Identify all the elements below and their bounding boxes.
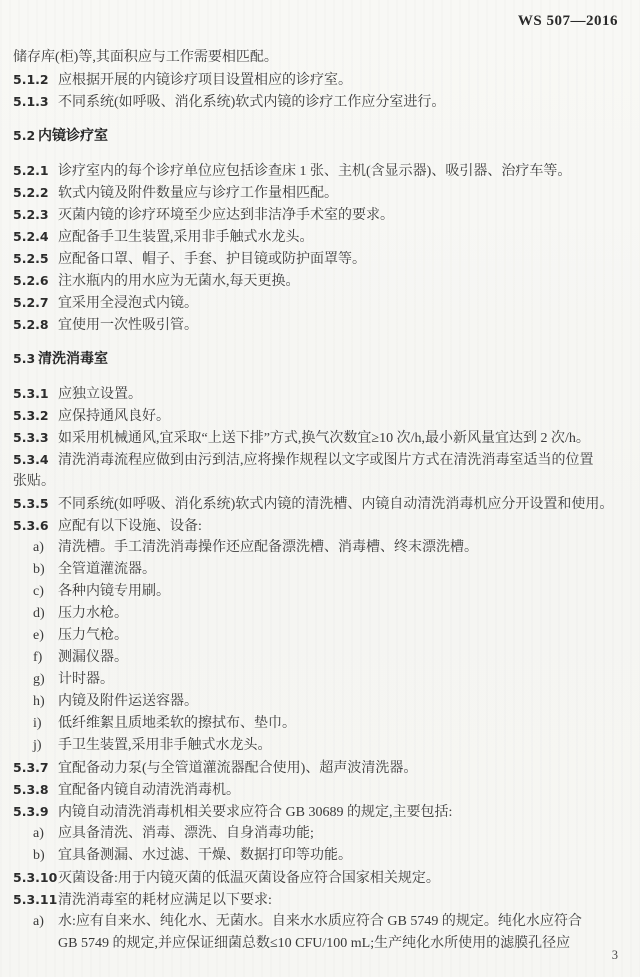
list-item-line [13, 713, 632, 735]
clause-number: 5.1.2 [13, 72, 49, 87]
line-text: 应配备口罩、帽子、手套、护目镜或防护面罩等。 [58, 252, 366, 267]
clause-line [13, 427, 632, 449]
clause-line [13, 405, 632, 427]
line-text: 内镜及附件运送容器。 [58, 694, 198, 709]
line-text: 宜配备内镜自动清洗消毒机。 [58, 783, 240, 798]
line-text: 手卫生装置,采用非手触式水龙头。 [58, 738, 272, 753]
line-text: 注水瓶内的用水应为无菌水,每天更换。 [58, 274, 300, 289]
clause-number: 5.3.7 [13, 760, 49, 775]
list-item-line [13, 625, 632, 647]
clause-number: 5.3.1 [13, 386, 49, 401]
item-letter: h) [33, 694, 45, 709]
clause-line [13, 867, 632, 889]
clause-number: 5.3 [13, 351, 36, 366]
clause-line [13, 226, 632, 248]
section-heading [13, 348, 632, 370]
clause-line [13, 270, 632, 292]
clause-number: 5.3.10 [13, 870, 58, 885]
continuation-line [13, 47, 632, 69]
clause-line [13, 314, 632, 336]
item-letter: i) [33, 716, 42, 731]
list-item-line [13, 845, 632, 867]
item-letter: b) [33, 562, 45, 577]
list-item-line [13, 735, 632, 757]
clause-number: 5.2 [13, 128, 36, 143]
line-text: 应保持通风良好。 [58, 409, 170, 424]
line-text: 应具备清洗、消毒、漂洗、自身消毒功能; [58, 826, 314, 841]
line-text: 全管道灌流器。 [58, 562, 156, 577]
line-text: 应配备手卫生装置,采用非手触式水龙头。 [58, 230, 314, 245]
line-text: 应配有以下设施、设备: [58, 519, 202, 534]
line-text: 如采用机械通风,宜采取“上送下排”方式,换气次数宜≥10 次/h,最小新风量宜达到 2 次/h。 [58, 431, 590, 446]
item-letter: b) [33, 848, 45, 863]
line-text: 清洗消毒室 [38, 351, 108, 367]
item-letter: c) [33, 584, 44, 599]
line-text: 内镜诊疗室 [38, 128, 108, 144]
clause-number: 5.3.5 [13, 496, 49, 511]
clause-line [13, 493, 632, 515]
line-text: 灭菌内镜的诊疗环境至少应达到非洁净手术室的要求。 [58, 208, 394, 223]
continuation-line [13, 471, 632, 493]
item-letter: g) [33, 672, 45, 687]
line-text: 测漏仪器。 [58, 650, 128, 665]
clause-line [13, 889, 632, 911]
clause-line [13, 515, 632, 537]
clause-number: 5.2.4 [13, 229, 49, 244]
item-letter: e) [33, 628, 44, 643]
clause-number: 5.2.5 [13, 251, 49, 266]
line-text: 宜具备测漏、水过滤、干燥、数据打印等功能。 [58, 848, 352, 863]
line-text: 水:应有自来水、纯化水、无菌水。自来水水质应符合 GB 5749 的规定。纯化水应符合 [58, 914, 582, 929]
clause-number: 5.3.6 [13, 518, 49, 533]
line-text: 诊疗室内的每个诊疗单位应包括诊查床 1 张、主机(含显示器)、吸引器、治疗车等。 [58, 164, 572, 179]
clause-number: 5.2.8 [13, 317, 49, 332]
list-item-line [13, 669, 632, 691]
clause-line [13, 757, 632, 779]
line-text: 压力水枪。 [58, 606, 128, 621]
item-letter: a) [33, 826, 44, 841]
clause-number: 5.2.3 [13, 207, 49, 222]
line-text: 各种内镜专用刷。 [58, 584, 170, 599]
clause-number: 5.1.3 [13, 94, 49, 109]
line-text: 软式内镜及附件数量应与诊疗工作量相匹配。 [58, 186, 338, 201]
clause-number: 5.3.3 [13, 430, 49, 445]
clause-number: 5.2.1 [13, 163, 49, 178]
line-text: 清洗消毒流程应做到由污到洁,应将操作规程以文字或图片方式在清洗消毒室适当的位置 [58, 453, 594, 468]
clause-number: 5.3.4 [13, 452, 49, 467]
clause-line [13, 248, 632, 270]
clause-line [13, 91, 632, 113]
clause-number: 5.3.8 [13, 782, 49, 797]
clause-number: 5.3.9 [13, 804, 49, 819]
item-letter: d) [33, 606, 45, 621]
line-text: 宜采用全浸泡式内镜。 [58, 296, 198, 311]
list-item-line [13, 603, 632, 625]
line-text: 清洗消毒室的耗材应满足以下要求: [58, 893, 272, 908]
item-letter: j) [33, 738, 42, 753]
line-text: 计时器。 [58, 672, 114, 687]
clause-line [13, 801, 632, 823]
clause-line [13, 449, 632, 471]
line-text: 宜配备动力泵(与全管道灌流器配合使用)、超声波清洗器。 [58, 761, 418, 776]
document-code: WS 507—2016 [517, 13, 618, 29]
line-text: 储存库(柜)等,其面积应与工作需要相匹配。 [13, 50, 278, 65]
list-item-line [13, 559, 632, 581]
item-continuation-line [13, 933, 632, 955]
section-heading [13, 125, 632, 147]
line-text: 内镜自动清洗消毒机相关要求应符合 GB 30689 的规定,主要包括: [58, 805, 453, 820]
list-item-line [13, 911, 632, 933]
clause-line [13, 779, 632, 801]
clause-number: 5.2.6 [13, 273, 49, 288]
line-text: 清洗槽。手工清洗消毒操作还应配备漂洗槽、消毒槽、终末漂洗槽。 [58, 540, 478, 555]
item-letter: a) [33, 914, 44, 929]
clause-number: 5.3.11 [13, 892, 58, 907]
clause-number: 5.2.2 [13, 185, 49, 200]
list-item-line [13, 647, 632, 669]
clause-line [13, 160, 632, 182]
clause-line [13, 292, 632, 314]
line-text: 不同系统(如呼吸、消化系统)软式内镜的诊疗工作应分室进行。 [58, 95, 446, 110]
line-text: 应独立设置。 [58, 387, 142, 402]
line-text: 灭菌设备:用于内镜灭菌的低温灭菌设备应符合国家相关规定。 [58, 871, 440, 886]
line-text: GB 5749 的规定,并应保证细菌总数≤10 CFU/100 mL;生产纯化水所使用的滤膜孔径应 [58, 936, 571, 951]
clause-line [13, 69, 632, 91]
line-text: 张贴。 [13, 474, 55, 489]
clause-line [13, 383, 632, 405]
line-text: 压力气枪。 [58, 628, 128, 643]
list-item-line [13, 537, 632, 559]
clause-number: 5.3.2 [13, 408, 49, 423]
item-letter: a) [33, 540, 44, 555]
list-item-line [13, 823, 632, 845]
item-letter: f) [33, 650, 43, 665]
list-item-line [13, 581, 632, 603]
page-number: 3 [611, 948, 618, 962]
clause-line [13, 204, 632, 226]
line-text: 低纤维絮且质地柔软的擦拭布、垫巾。 [58, 716, 296, 731]
list-item-line [13, 691, 632, 713]
line-text: 宜使用一次性吸引管。 [58, 318, 198, 333]
line-text: 应根据开展的内镜诊疗项目设置相应的诊疗室。 [58, 73, 352, 88]
line-text: 不同系统(如呼吸、消化系统)软式内镜的清洗槽、内镜自动清洗消毒机应分开设置和使用。 [58, 497, 614, 512]
clause-line [13, 182, 632, 204]
clause-number: 5.2.7 [13, 295, 49, 310]
